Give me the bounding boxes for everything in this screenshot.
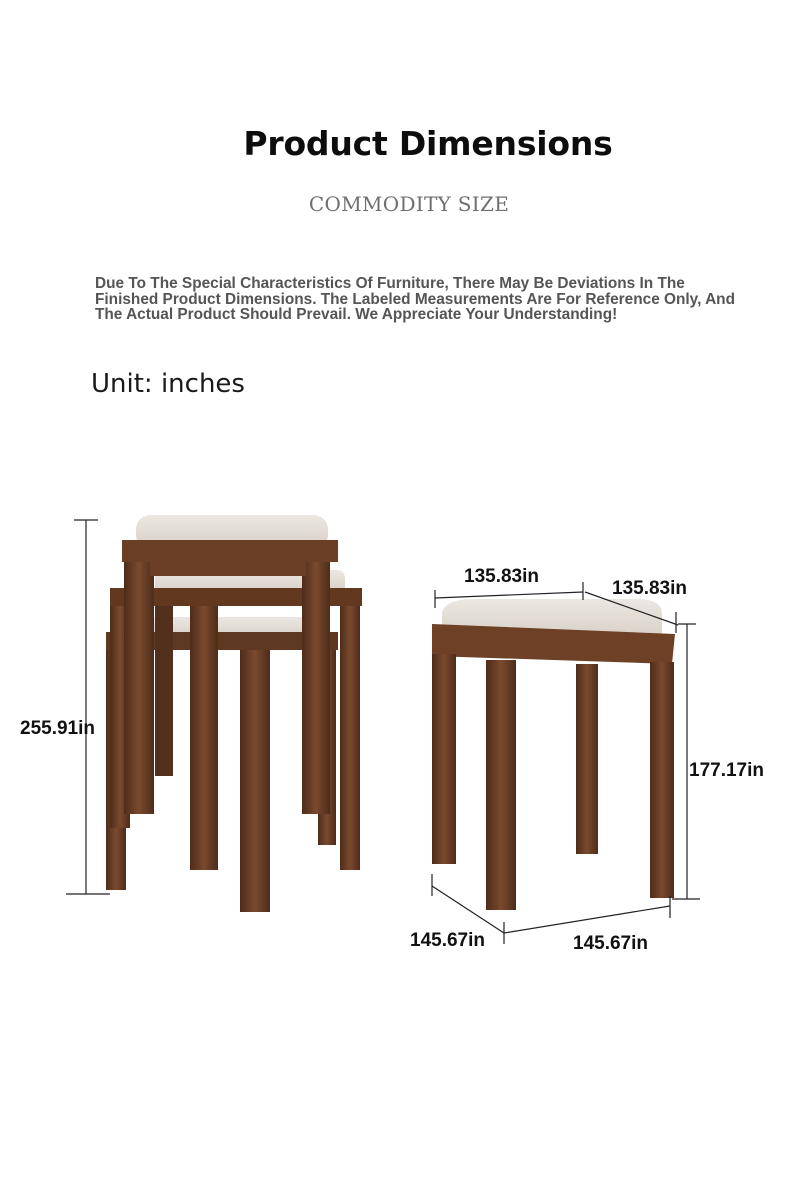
page-title: Product Dimensions: [243, 124, 613, 163]
stacked-stools-image: [106, 515, 362, 912]
stool-height-label: 177.17in: [689, 760, 764, 781]
stacked-height-label: 255.91in: [20, 718, 95, 739]
seat-width-label: 135.83in: [464, 566, 539, 587]
base-depth-label: 145.67in: [410, 930, 485, 951]
page-subtitle: COMMODITY SIZE: [308, 192, 510, 216]
seat-depth-label: 135.83in: [612, 578, 687, 599]
base-width-label: 145.67in: [573, 933, 648, 954]
unit-label: Unit: inches: [91, 369, 245, 399]
single-stool-image: [432, 599, 675, 910]
deviation-notice: Due To The Special Characteristics Of Furniture, There May Be Deviations In The Finished Product Dimensions. The Labeled Measurements Are For Reference Only, And The Actual Product Should Prevail. We Appreciate Your Understanding!: [95, 275, 735, 323]
